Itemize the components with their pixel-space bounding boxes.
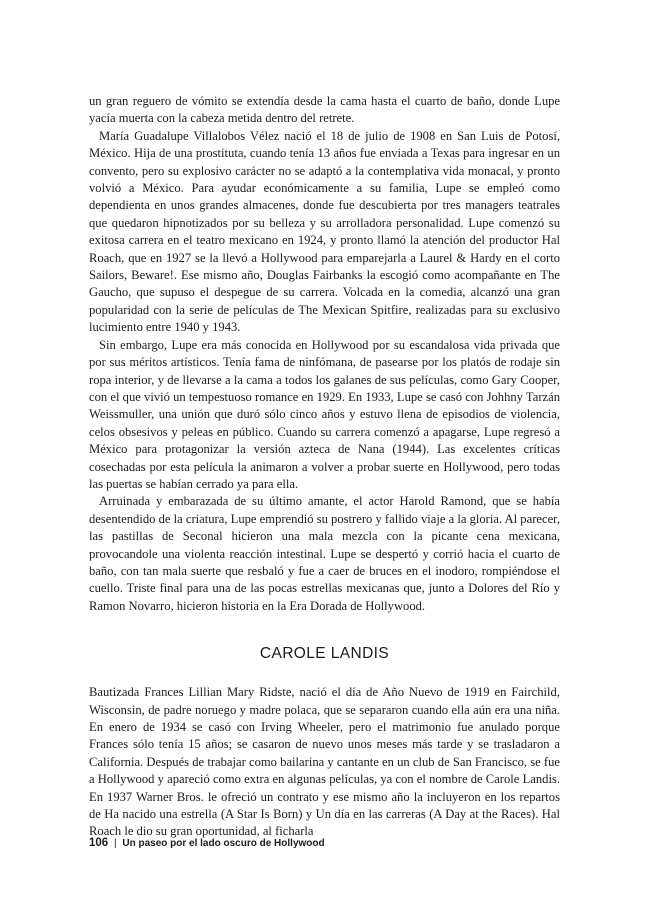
page-body [89,93,560,841]
page-footer [89,837,325,849]
footer-separator: | [113,838,117,849]
page-number: 106 [89,837,109,849]
paragraph-lupe-private-life: Sin embargo, Lupe era más conocida en Hollywood por su escandalosa vida privada que por sus méritos artísticos. Tenía fama de ninfómana, de pasearse por los platós de rodaje sin ropa interior, y de llevarse a la cama a todos los galanes de sus películas, como Gary Cooper, con el que vivió un tempestuoso romance en 1929. En 1933, Lupe se casó con Johhny Tarzán Weissmuller, una unión que duró sólo cinco años y estuvo llena de episodios de violencia, celos obsesivos y peleas en público. Cuando su carrera comenzó a apagarse, Lupe regresó a México para protagonizar la versión azteca de Nana (1944). Las excelentes críticas cosechadas por esta película la animaron a volver a probar suerte en Hollywood, pero todas las puertas se habían cerrado ya para ella. [89,337,560,491]
paragraph-lupe-biography: María Guadalupe Villalobos Vélez nació el 18 de julio de 1908 en San Luis de Potosí, México. Hija de una prostituta, cuando tenía 13 años fue enviada a Texas para ingresar en un convento, pero su explosivo carácter no se adaptó a la contemplativa vida monacal, y pronto volvió a México. Para ayudar económicamente a su familia, Lupe se empleó como dependienta en unos grandes almacenes, donde fue descubierta por tres managers teatrales que quedaron hipnotizados por su belleza y su arrolladora personalidad. Lupe comenzó su exitosa carrera en el teatro mexicano en 1924, y pronto llamó la atención del productor Hal Roach, que en 1927 se la llevó a Hollywood para emparejarla a Laurel & Hardy en el corto Sailors, Beware!. Ese mismo año, Douglas Fairbanks la escogió como acompañante en The Gaucho, que supuso el despegue de su carrera. Volcada en la comedia, alcanzó una gran popularidad con la serie de películas de The Mexican Spitfire, realizadas para su exclusivo lucimiento entre 1940 y 1943. [89,128,560,335]
section-heading: CAROLE LANDIS [259,645,390,663]
paragraph-continuation: un gran reguero de vómito se extendía desde la cama hasta el cuarto de baño, donde Lupe yacía muerta con la cabeza metida dentro del retrete. [89,94,560,126]
paragraph-carole-landis: Bautizada Frances Lillian Mary Ridste, nació el día de Año Nuevo de 1919 en Fairchild, Wisconsin, de padre noruego y madre polaca, que se separaron cuando ella aún era una niña. En enero de 1934 se casó con Irving Wheeler, pero el matrimonio fue anulado porque Frances sólo tenía 15 años; se casaron de nuevo unos meses más tarde y se trasladaron a California. Después de trabajar como bailarina y cantante en un club de San Francisco, se fue a Hollywood y apareció como extra en algunas películas, ya con el nombre de Carole Landis. En 1937 Warner Bros. le ofreció un contrato y ese mismo año la incluyeron en los repartos de Ha nacido una estrella (A Star Is Born) y Un día en las carreras (A Day at the Races). Hal Roach le dio su gran oportunidad, al ficharla [89,685,560,839]
running-title: Un paseo por el lado oscuro de Hollywood [122,838,325,849]
paragraph-lupe-death: Arruinada y embarazada de su último amante, el actor Harold Ramond, que se había desentendido de la criatura, Lupe emprendió su postrero y fallido viaje a la gloria. Al parecer, las pastillas de Seconal hicieron una mala mezcla con la picante cena mexicana, provocandole una violenta reacción intestinal. Lupe se despertó y corrió hacia el cuarto de baño, con tan mala suerte que resbaló y fue a caer de bruces en el inodoro, rompiéndose el cuello. Triste final para una de las pocas estrellas mexicanas que, junto a Dolores del Río y Ramon Novarro, hicieron historia en la Era Dorada de Hollywood. [89,494,560,613]
